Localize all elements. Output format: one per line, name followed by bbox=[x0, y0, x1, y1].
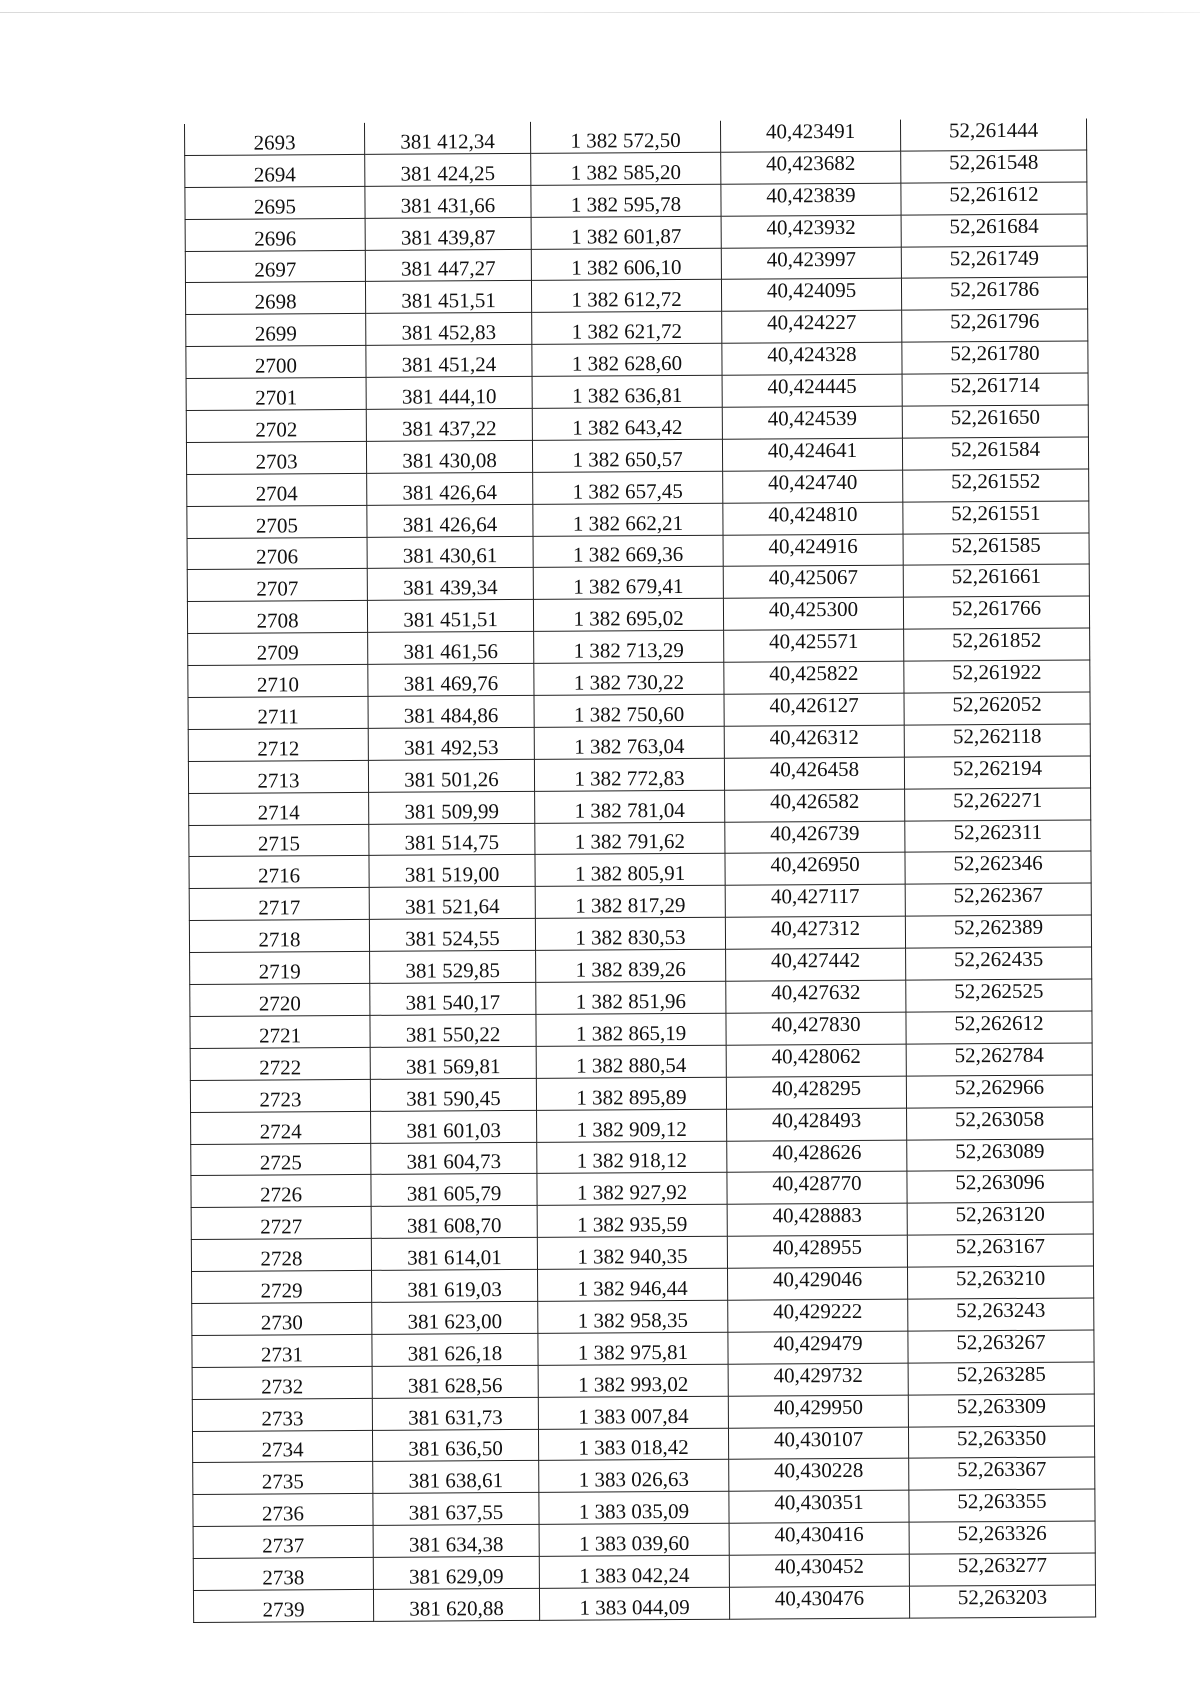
y-coordinate-cell: 1 382 679,41 bbox=[533, 567, 723, 600]
x-coordinate-cell: 381 590,45 bbox=[370, 1078, 536, 1111]
y-coordinate-cell: 1 382 817,29 bbox=[535, 886, 725, 919]
x-coordinate-cell: 381 619,03 bbox=[372, 1269, 538, 1302]
y-coordinate-cell: 1 382 975,81 bbox=[538, 1332, 728, 1365]
point-number-cell: 2737 bbox=[193, 1526, 373, 1559]
longitude-cell: 52,262311 bbox=[905, 820, 1091, 853]
x-coordinate-cell: 381 412,34 bbox=[364, 122, 530, 154]
point-number-cell: 2699 bbox=[186, 314, 366, 347]
x-coordinate-cell: 381 524,55 bbox=[369, 919, 535, 952]
latitude-cell: 40,429479 bbox=[728, 1331, 908, 1364]
x-coordinate-cell: 381 430,08 bbox=[366, 440, 532, 473]
latitude-cell: 40,425822 bbox=[724, 661, 904, 694]
longitude-cell: 52,261684 bbox=[901, 214, 1087, 247]
longitude-cell: 52,261551 bbox=[903, 501, 1089, 534]
point-number-cell: 2698 bbox=[185, 282, 365, 315]
latitude-cell: 40,429046 bbox=[728, 1267, 908, 1300]
longitude-cell: 52,261786 bbox=[901, 277, 1087, 310]
y-coordinate-cell: 1 382 572,50 bbox=[530, 121, 720, 154]
y-coordinate-cell: 1 382 636,81 bbox=[532, 375, 722, 408]
x-coordinate-cell: 381 626,18 bbox=[372, 1333, 538, 1366]
y-coordinate-cell: 1 382 851,96 bbox=[536, 981, 726, 1014]
point-number-cell: 2702 bbox=[186, 409, 366, 442]
y-coordinate-cell: 1 382 612,72 bbox=[531, 280, 721, 313]
y-coordinate-cell: 1 382 805,91 bbox=[535, 854, 725, 887]
latitude-cell: 40,423997 bbox=[721, 247, 901, 280]
point-number-cell: 2720 bbox=[190, 983, 370, 1016]
x-coordinate-cell: 381 514,75 bbox=[369, 823, 535, 856]
y-coordinate-cell: 1 382 865,19 bbox=[536, 1013, 726, 1046]
y-coordinate-cell: 1 382 781,04 bbox=[535, 790, 725, 823]
y-coordinate-cell: 1 382 662,21 bbox=[533, 503, 723, 536]
point-number-cell: 2736 bbox=[193, 1494, 373, 1527]
longitude-cell: 52,262525 bbox=[906, 979, 1092, 1012]
latitude-cell: 40,428626 bbox=[727, 1140, 907, 1173]
scan-edge-line bbox=[0, 12, 1200, 13]
latitude-cell: 40,429732 bbox=[728, 1363, 908, 1396]
longitude-cell: 52,263326 bbox=[909, 1521, 1095, 1554]
longitude-cell: 52,261780 bbox=[902, 341, 1088, 374]
longitude-cell: 52,263120 bbox=[907, 1202, 1093, 1235]
latitude-cell: 40,424539 bbox=[722, 406, 902, 439]
point-number-cell: 2697 bbox=[185, 250, 365, 283]
latitude-cell: 40,423491 bbox=[720, 120, 900, 152]
point-number-cell: 2713 bbox=[188, 760, 368, 793]
longitude-cell: 52,263267 bbox=[908, 1330, 1094, 1363]
longitude-cell: 52,261552 bbox=[903, 469, 1089, 502]
x-coordinate-cell: 381 605,79 bbox=[371, 1174, 537, 1207]
latitude-cell: 40,423932 bbox=[721, 215, 901, 248]
latitude-cell: 40,430107 bbox=[728, 1427, 908, 1460]
x-coordinate-cell: 381 451,51 bbox=[365, 281, 531, 314]
point-number-cell: 2717 bbox=[189, 888, 369, 921]
x-coordinate-cell: 381 501,26 bbox=[368, 759, 534, 792]
y-coordinate-cell: 1 382 946,44 bbox=[538, 1268, 728, 1301]
longitude-cell: 52,263285 bbox=[908, 1362, 1094, 1395]
longitude-cell: 52,263167 bbox=[907, 1234, 1093, 1267]
y-coordinate-cell: 1 382 595,78 bbox=[531, 184, 721, 217]
longitude-cell: 52,263367 bbox=[909, 1457, 1095, 1490]
y-coordinate-cell: 1 383 042,24 bbox=[539, 1555, 729, 1588]
longitude-cell: 52,261585 bbox=[903, 533, 1089, 566]
point-number-cell: 2723 bbox=[190, 1079, 370, 1112]
latitude-cell: 40,426582 bbox=[725, 789, 905, 822]
x-coordinate-cell: 381 469,76 bbox=[368, 664, 534, 697]
point-number-cell: 2693 bbox=[184, 123, 364, 155]
latitude-cell: 40,424810 bbox=[723, 502, 903, 535]
y-coordinate-cell: 1 382 772,83 bbox=[534, 758, 724, 791]
longitude-cell: 52,262346 bbox=[905, 851, 1091, 884]
x-coordinate-cell: 381 424,25 bbox=[365, 153, 531, 186]
latitude-cell: 40,430228 bbox=[729, 1459, 909, 1492]
point-number-cell: 2703 bbox=[186, 441, 366, 474]
y-coordinate-cell: 1 382 643,42 bbox=[532, 407, 722, 440]
y-coordinate-cell: 1 383 044,09 bbox=[539, 1587, 729, 1620]
point-number-cell: 2725 bbox=[191, 1143, 371, 1176]
longitude-cell: 52,261852 bbox=[904, 628, 1090, 661]
x-coordinate-cell: 381 519,00 bbox=[369, 855, 535, 888]
latitude-cell: 40,424641 bbox=[722, 438, 902, 471]
latitude-cell: 40,425067 bbox=[723, 566, 903, 599]
point-number-cell: 2710 bbox=[188, 665, 368, 698]
point-number-cell: 2732 bbox=[192, 1366, 372, 1399]
longitude-cell: 52,261548 bbox=[901, 150, 1087, 183]
coordinates-table-body bbox=[184, 118, 1095, 1622]
x-coordinate-cell: 381 629,09 bbox=[373, 1556, 539, 1589]
longitude-cell: 52,261922 bbox=[904, 660, 1090, 693]
point-number-cell: 2709 bbox=[188, 633, 368, 666]
point-number-cell: 2735 bbox=[193, 1462, 373, 1495]
x-coordinate-cell: 381 431,66 bbox=[365, 185, 531, 218]
x-coordinate-cell: 381 569,81 bbox=[370, 1046, 536, 1079]
longitude-cell: 52,262367 bbox=[905, 883, 1091, 916]
point-number-cell: 2731 bbox=[192, 1334, 372, 1367]
longitude-cell: 52,261766 bbox=[903, 596, 1089, 629]
point-number-cell: 2726 bbox=[191, 1175, 371, 1208]
longitude-cell: 52,262118 bbox=[904, 724, 1090, 757]
x-coordinate-cell: 381 452,83 bbox=[366, 313, 532, 346]
x-coordinate-cell: 381 426,64 bbox=[367, 504, 533, 537]
latitude-cell: 40,426739 bbox=[725, 821, 905, 854]
x-coordinate-cell: 381 550,22 bbox=[370, 1014, 536, 1047]
y-coordinate-cell: 1 382 713,29 bbox=[534, 630, 724, 663]
longitude-cell: 52,262966 bbox=[906, 1075, 1092, 1108]
x-coordinate-cell: 381 614,01 bbox=[371, 1238, 537, 1271]
x-coordinate-cell: 381 451,51 bbox=[367, 600, 533, 633]
x-coordinate-cell: 381 637,55 bbox=[373, 1493, 539, 1526]
longitude-cell: 52,262435 bbox=[906, 947, 1092, 980]
point-number-cell: 2695 bbox=[185, 186, 365, 219]
longitude-cell: 52,261661 bbox=[903, 564, 1089, 597]
point-number-cell: 2718 bbox=[189, 920, 369, 953]
longitude-cell: 52,262612 bbox=[906, 1011, 1092, 1044]
x-coordinate-cell: 381 623,00 bbox=[372, 1301, 538, 1334]
y-coordinate-cell: 1 383 039,60 bbox=[539, 1523, 729, 1556]
x-coordinate-cell: 381 484,86 bbox=[368, 695, 534, 728]
latitude-cell: 40,427830 bbox=[726, 1012, 906, 1045]
x-coordinate-cell: 381 631,73 bbox=[372, 1397, 538, 1430]
point-number-cell: 2733 bbox=[192, 1398, 372, 1431]
point-number-cell: 2711 bbox=[188, 696, 368, 729]
y-coordinate-cell: 1 382 585,20 bbox=[531, 152, 721, 185]
y-coordinate-cell: 1 382 830,53 bbox=[535, 917, 725, 950]
latitude-cell: 40,426127 bbox=[724, 693, 904, 726]
latitude-cell: 40,424095 bbox=[721, 279, 901, 312]
point-number-cell: 2727 bbox=[191, 1207, 371, 1240]
y-coordinate-cell: 1 382 750,60 bbox=[534, 694, 724, 727]
longitude-cell: 52,263355 bbox=[909, 1489, 1095, 1522]
y-coordinate-cell: 1 382 621,72 bbox=[532, 312, 722, 345]
point-number-cell: 2701 bbox=[186, 378, 366, 411]
x-coordinate-cell: 381 628,56 bbox=[372, 1365, 538, 1398]
y-coordinate-cell: 1 382 791,62 bbox=[535, 822, 725, 855]
longitude-cell: 52,262052 bbox=[904, 692, 1090, 725]
x-coordinate-cell: 381 638,61 bbox=[373, 1461, 539, 1494]
y-coordinate-cell: 1 382 657,45 bbox=[533, 471, 723, 504]
y-coordinate-cell: 1 382 730,22 bbox=[534, 662, 724, 695]
longitude-cell: 52,261612 bbox=[901, 182, 1087, 215]
x-coordinate-cell: 381 451,24 bbox=[366, 345, 532, 378]
longitude-cell: 52,263203 bbox=[909, 1585, 1095, 1618]
point-number-cell: 2708 bbox=[187, 601, 367, 634]
x-coordinate-cell: 381 540,17 bbox=[370, 982, 536, 1015]
x-coordinate-cell: 381 437,22 bbox=[366, 408, 532, 441]
longitude-cell: 52,262271 bbox=[905, 788, 1091, 821]
y-coordinate-cell: 1 382 601,87 bbox=[531, 216, 721, 249]
y-coordinate-cell: 1 382 958,35 bbox=[538, 1300, 728, 1333]
longitude-cell: 52,263309 bbox=[908, 1394, 1094, 1427]
x-coordinate-cell: 381 461,56 bbox=[368, 632, 534, 665]
x-coordinate-cell: 381 439,87 bbox=[365, 217, 531, 250]
latitude-cell: 40,427632 bbox=[726, 980, 906, 1013]
longitude-cell: 52,261650 bbox=[902, 405, 1088, 438]
x-coordinate-cell: 381 430,61 bbox=[367, 536, 533, 569]
longitude-cell: 52,263350 bbox=[908, 1425, 1094, 1458]
latitude-cell: 40,430351 bbox=[729, 1490, 909, 1523]
latitude-cell: 40,430416 bbox=[729, 1522, 909, 1555]
latitude-cell: 40,426312 bbox=[724, 725, 904, 758]
y-coordinate-cell: 1 382 839,26 bbox=[536, 949, 726, 982]
point-number-cell: 2738 bbox=[193, 1557, 373, 1590]
y-coordinate-cell: 1 382 940,35 bbox=[537, 1236, 727, 1269]
x-coordinate-cell: 381 620,88 bbox=[373, 1588, 539, 1621]
x-coordinate-cell: 381 492,53 bbox=[368, 727, 534, 760]
latitude-cell: 40,427117 bbox=[725, 884, 905, 917]
latitude-cell: 40,428883 bbox=[727, 1203, 907, 1236]
point-number-cell: 2705 bbox=[187, 505, 367, 538]
longitude-cell: 52,261796 bbox=[902, 309, 1088, 342]
x-coordinate-cell: 381 444,10 bbox=[366, 377, 532, 410]
point-number-cell: 2704 bbox=[187, 473, 367, 506]
longitude-cell: 52,263277 bbox=[909, 1553, 1095, 1586]
x-coordinate-cell: 381 521,64 bbox=[369, 887, 535, 920]
y-coordinate-cell: 1 382 669,36 bbox=[533, 535, 723, 568]
x-coordinate-cell: 381 529,85 bbox=[370, 951, 536, 984]
latitude-cell: 40,428955 bbox=[727, 1235, 907, 1268]
longitude-cell: 52,261584 bbox=[902, 437, 1088, 470]
longitude-cell: 52,262784 bbox=[906, 1043, 1092, 1076]
x-coordinate-cell: 381 636,50 bbox=[372, 1429, 538, 1462]
longitude-cell: 52,262389 bbox=[905, 915, 1091, 948]
latitude-cell: 40,430452 bbox=[729, 1554, 909, 1587]
latitude-cell: 40,424227 bbox=[722, 310, 902, 343]
y-coordinate-cell: 1 383 035,09 bbox=[539, 1491, 729, 1524]
point-number-cell: 2707 bbox=[187, 569, 367, 602]
point-number-cell: 2721 bbox=[190, 1015, 370, 1048]
y-coordinate-cell: 1 382 606,10 bbox=[531, 248, 721, 281]
point-number-cell: 2719 bbox=[190, 952, 370, 985]
latitude-cell: 40,427442 bbox=[726, 948, 906, 981]
y-coordinate-cell: 1 382 895,89 bbox=[536, 1077, 726, 1110]
point-number-cell: 2730 bbox=[192, 1302, 372, 1335]
longitude-cell: 52,263243 bbox=[908, 1298, 1094, 1331]
longitude-cell: 52,263089 bbox=[907, 1138, 1093, 1171]
latitude-cell: 40,426458 bbox=[724, 757, 904, 790]
latitude-cell: 40,425300 bbox=[723, 597, 903, 630]
point-number-cell: 2706 bbox=[187, 537, 367, 570]
x-coordinate-cell: 381 608,70 bbox=[371, 1206, 537, 1239]
latitude-cell: 40,424328 bbox=[722, 342, 902, 375]
y-coordinate-cell: 1 382 650,57 bbox=[532, 439, 722, 472]
longitude-cell: 52,263096 bbox=[907, 1170, 1093, 1203]
latitude-cell: 40,429222 bbox=[728, 1299, 908, 1332]
y-coordinate-cell: 1 382 927,92 bbox=[537, 1173, 727, 1206]
point-number-cell: 2739 bbox=[193, 1589, 373, 1622]
point-number-cell: 2715 bbox=[189, 824, 369, 857]
x-coordinate-cell: 381 601,03 bbox=[371, 1110, 537, 1143]
latitude-cell: 40,430476 bbox=[729, 1586, 909, 1619]
latitude-cell: 40,429950 bbox=[728, 1395, 908, 1428]
point-number-cell: 2728 bbox=[191, 1239, 371, 1272]
longitude-cell: 52,261714 bbox=[902, 373, 1088, 406]
point-number-cell: 2722 bbox=[190, 1047, 370, 1080]
y-coordinate-cell: 1 382 763,04 bbox=[534, 726, 724, 759]
y-coordinate-cell: 1 383 026,63 bbox=[539, 1460, 729, 1493]
y-coordinate-cell: 1 382 993,02 bbox=[538, 1364, 728, 1397]
table-row bbox=[193, 1585, 1095, 1622]
point-number-cell: 2694 bbox=[185, 154, 365, 187]
latitude-cell: 40,425571 bbox=[724, 629, 904, 662]
point-number-cell: 2712 bbox=[188, 728, 368, 761]
y-coordinate-cell: 1 382 880,54 bbox=[536, 1045, 726, 1078]
latitude-cell: 40,423839 bbox=[721, 183, 901, 216]
point-number-cell: 2714 bbox=[189, 792, 369, 825]
x-coordinate-cell: 381 634,38 bbox=[373, 1525, 539, 1558]
coordinates-table bbox=[184, 118, 1096, 1622]
x-coordinate-cell: 381 439,34 bbox=[367, 568, 533, 601]
point-number-cell: 2724 bbox=[191, 1111, 371, 1144]
latitude-cell: 40,428770 bbox=[727, 1171, 907, 1204]
longitude-cell: 52,261444 bbox=[900, 118, 1086, 151]
latitude-cell: 40,427312 bbox=[725, 916, 905, 949]
point-number-cell: 2700 bbox=[186, 346, 366, 379]
y-coordinate-cell: 1 383 007,84 bbox=[538, 1396, 728, 1429]
latitude-cell: 40,428493 bbox=[727, 1108, 907, 1141]
latitude-cell: 40,428062 bbox=[726, 1044, 906, 1077]
point-number-cell: 2734 bbox=[192, 1430, 372, 1463]
y-coordinate-cell: 1 382 935,59 bbox=[537, 1204, 727, 1237]
latitude-cell: 40,428295 bbox=[726, 1076, 906, 1109]
point-number-cell: 2696 bbox=[185, 218, 365, 251]
latitude-cell: 40,424445 bbox=[722, 374, 902, 407]
x-coordinate-cell: 381 447,27 bbox=[365, 249, 531, 282]
latitude-cell: 40,426950 bbox=[725, 853, 905, 886]
longitude-cell: 52,261749 bbox=[901, 246, 1087, 279]
longitude-cell: 52,262194 bbox=[904, 756, 1090, 789]
x-coordinate-cell: 381 426,64 bbox=[367, 472, 533, 505]
latitude-cell: 40,424740 bbox=[723, 470, 903, 503]
latitude-cell: 40,424916 bbox=[723, 534, 903, 567]
y-coordinate-cell: 1 382 695,02 bbox=[533, 599, 723, 632]
y-coordinate-cell: 1 383 018,42 bbox=[538, 1428, 728, 1461]
y-coordinate-cell: 1 382 909,12 bbox=[537, 1109, 727, 1142]
longitude-cell: 52,263210 bbox=[907, 1266, 1093, 1299]
point-number-cell: 2729 bbox=[192, 1270, 372, 1303]
y-coordinate-cell: 1 382 918,12 bbox=[537, 1141, 727, 1174]
y-coordinate-cell: 1 382 628,60 bbox=[532, 343, 722, 376]
x-coordinate-cell: 381 604,73 bbox=[371, 1142, 537, 1175]
latitude-cell: 40,423682 bbox=[721, 151, 901, 184]
longitude-cell: 52,263058 bbox=[907, 1107, 1093, 1140]
point-number-cell: 2716 bbox=[189, 856, 369, 889]
x-coordinate-cell: 381 509,99 bbox=[369, 791, 535, 824]
